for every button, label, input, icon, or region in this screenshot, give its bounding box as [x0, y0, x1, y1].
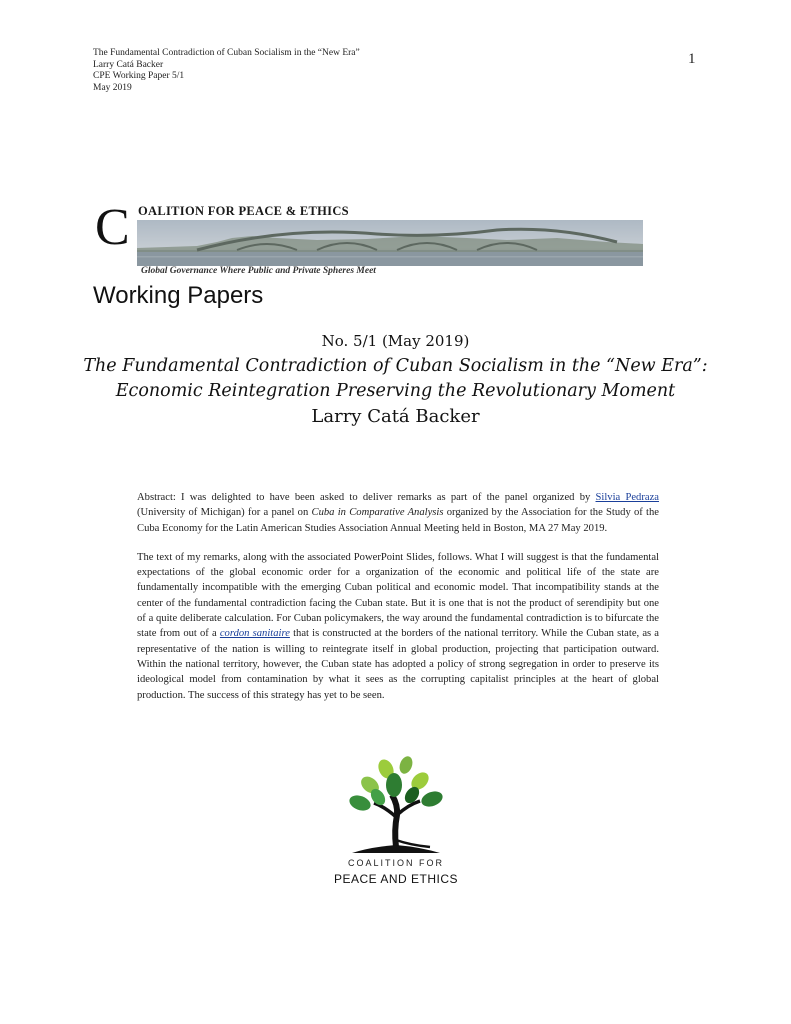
series-title: Working Papers: [93, 282, 264, 309]
header-paper-id: CPE Working Paper 5/1: [93, 71, 185, 81]
banner-initial: C: [95, 199, 130, 256]
paper-number: No. 5/1 (May 2019): [321, 332, 470, 350]
silvia-pedraza-link[interactable]: Silvia Pedraza: [595, 492, 659, 503]
paper-author: Larry Catá Backer: [311, 406, 480, 427]
logo-text-coalition: COALITION FOR: [347, 858, 444, 868]
page-number: 1: [688, 51, 696, 67]
cordon-sanitaire-link[interactable]: cordon sanitaire: [219, 628, 290, 640]
header-author: Larry Catá Backer: [93, 59, 164, 70]
title-block: [60, 330, 731, 430]
bridge-photo: [137, 220, 643, 266]
banner-title: OALITION FOR PEACE & ETHICS: [138, 204, 349, 218]
tree-icon: [330, 755, 462, 855]
header-date: May 2019: [93, 82, 132, 93]
abstract: [137, 490, 659, 717]
logo-text-peace-ethics: PEACE AND ETHICS: [333, 872, 459, 886]
abstract-paragraph-1: Abstract: I was delighted to have been asked to deliver remarks as part of the panel organized by Silvia Pedraza (University of Michigan) for a panel on Cuba in Comparative Analysis organized by the Association for the Study of the Cuba Economy for the Latin American Studies Association Annual Meeting held in Boston, MA 27 May 2019.: [137, 492, 659, 534]
banner-tagline: Global Governance Where Public and Private Spheres Meet: [141, 266, 376, 276]
cpe-banner: [91, 199, 647, 282]
running-header: [93, 48, 360, 94]
header-title: The Fundamental Contradiction of Cuban Socialism in the “New Era”: [93, 48, 360, 58]
abstract-paragraph-2: The text of my remarks, along with the associated PowerPoint Slides, follows. What I will suggest is that the fundamental expectations of the global economic order for a organization of the economic and political life of the state are fundamentally incompatible with the emerging Cuban political and economic model. That incompatibility stands at the center of the fundamental contradiction facing the Cuban state. But it is one that is not the product of serendipity but one of a quite deliberate calculation. For Cuban policymakers, the way around the fundamental contradiction is to bifurcate the state from out of a cordon sanitaire that is constructed at the borders of the national territory. While the Cuban state, as a representative of the nation is willing to reintegrate itself in global production, projecting that participation outward. Within the national territory, however, the Cuban state has adopted a policy of strong segregation in order to preserve its ideological model from contamination by what it sees as the corrupting capitalist principles at the heart of global production. The success of this strategy has yet to be seen.: [137, 551, 660, 701]
cpe-logo: [330, 755, 462, 895]
paper-title: The Fundamental Contradiction of Cuban Socialism in the “New Era”: Economic Reintegration Preserving the Revolutionary Moment: [83, 356, 708, 401]
